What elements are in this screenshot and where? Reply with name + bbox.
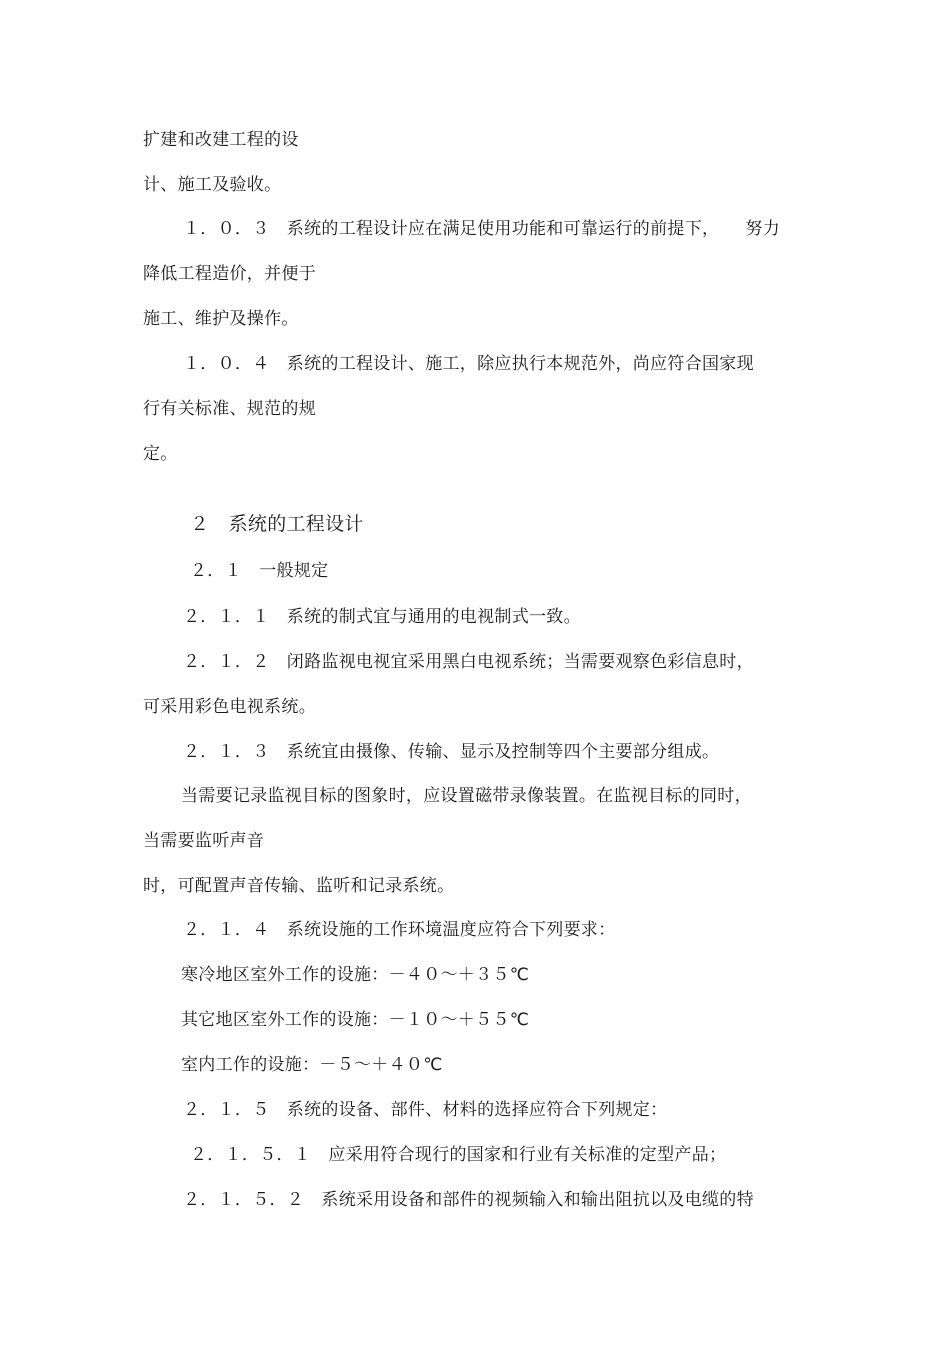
temperature-cold-region: 寒冷地区室外工作的设施：－４０～＋３５℃ — [181, 965, 530, 985]
text-line: 计、施工及验收。 — [143, 175, 282, 195]
section-heading: ２ 系统的工程设计 — [190, 513, 364, 535]
clause-1-0-4: １．０．４ 系统的工程设计、施工，除应执行本规范外，尚应符合国家现 — [183, 354, 754, 374]
clause-2-1-3: ２．１．３ 系统宜由摄像、传输、显示及控制等四个主要部分组成。 — [183, 742, 720, 762]
subsection-heading: ２．１ 一般规定 — [190, 561, 329, 581]
clause-2-1-5-1: ２．１．５．１ 应采用符合现行的国家和行业有关标准的定型产品； — [190, 1145, 727, 1165]
temperature-other-region: 其它地区室外工作的设施：－１０～＋５５℃ — [181, 1010, 530, 1030]
temperature-indoor: 室内工作的设施：－５～＋４０℃ — [181, 1055, 443, 1075]
text-line: 时，可配置声音传输、监听和记录系统。 — [143, 876, 455, 896]
clause-2-1-5-2: ２．１．５．２ 系统采用设备和部件的视频输入和输出阻抗以及电缆的特 — [183, 1190, 754, 1210]
text-line: 施工、维护及操作。 — [143, 309, 299, 329]
clause-2-1-4: ２．１．４ 系统设施的工作环境温度应符合下列要求： — [183, 920, 616, 940]
text-line: 扩建和改建工程的设 — [143, 130, 299, 150]
text-line: 定。 — [143, 444, 178, 464]
clause-2-1-1: ２．１．１ 系统的制式宜与通用的电视制式一致。 — [183, 607, 581, 627]
text-line: 行有关标准、规范的规 — [143, 399, 316, 419]
text-line: 降低工程造价，并便于 — [143, 264, 316, 284]
clause-2-1-2: ２．１．２ 闭路监视电视宜采用黑白电视系统；当需要观察色彩信息时， — [183, 652, 754, 672]
clause-2-1-5: ２．１．５ 系统的设备、部件、材料的选择应符合下列规定： — [183, 1100, 668, 1120]
text-line: 当需要记录监视目标的图象时，应设置磁带录像装置。在监视目标的同时， — [181, 786, 752, 806]
text-line: 可采用彩色电视系统。 — [143, 697, 316, 717]
text-line: 当需要监听声音 — [143, 831, 265, 851]
clause-1-0-3: １．０．３ 系统的工程设计应在满足使用功能和可靠运行的前提下， 努力 — [183, 219, 780, 239]
